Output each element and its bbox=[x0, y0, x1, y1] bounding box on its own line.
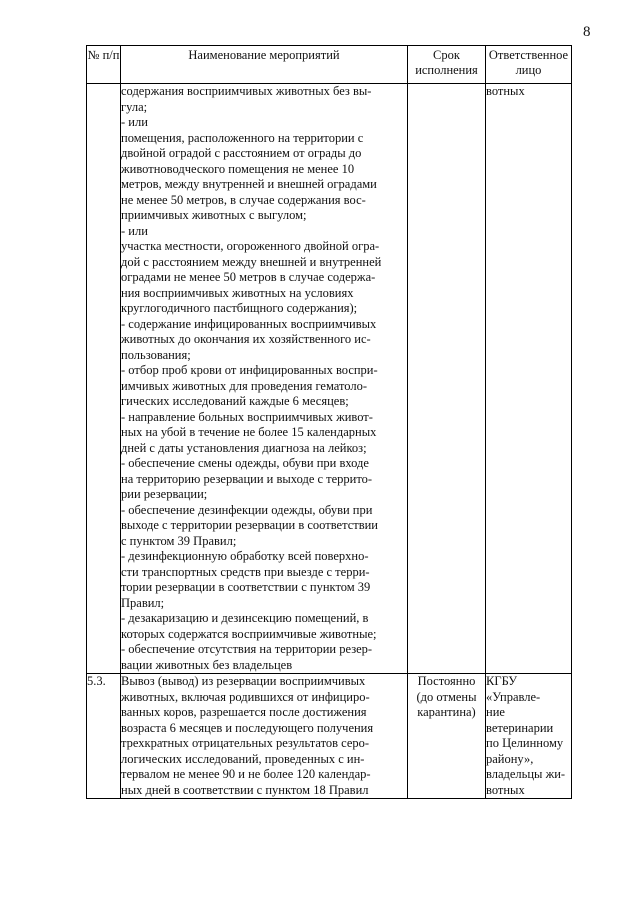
text-line: которых содержатся восприимчивые животные; bbox=[121, 626, 377, 641]
text-line: - дезинфекционную обработку всей поверхно- bbox=[121, 549, 369, 563]
term-line: карантина) bbox=[417, 705, 476, 719]
text-line: Вывоз (вывод) из резервации восприимчивых bbox=[121, 674, 366, 688]
text-line: трехкратных отрицательных результатов серо- bbox=[121, 736, 370, 750]
text-line: вации животных без владельцев bbox=[121, 657, 293, 672]
table-header-row bbox=[87, 46, 572, 84]
text-line: - обеспечение отсутствия на территории резер- bbox=[121, 642, 373, 656]
table-row bbox=[87, 674, 572, 799]
text-line: оградами не менее 50 метров в случае содержа- bbox=[121, 270, 376, 284]
text-line: логических исследований, проведенных с ин- bbox=[121, 751, 365, 766]
text-line: ных дней в соответствии с пунктом 18 Правил bbox=[121, 782, 369, 797]
text-line: животных, включая родившихся от инфициро- bbox=[121, 689, 370, 704]
table-row bbox=[87, 84, 572, 674]
text-line: ных на убой в течение не более 15 календарных bbox=[121, 425, 377, 439]
row-term bbox=[408, 84, 486, 674]
row-responsible: вотных bbox=[486, 84, 572, 674]
text-line: приимчивых животных с выгулом; bbox=[121, 208, 307, 222]
text-line: двойной оградой с расстоянием от ограды до bbox=[121, 146, 362, 160]
text-line: - или bbox=[121, 115, 148, 129]
text-line: содержания восприимчивых животных без вы- bbox=[121, 84, 372, 98]
row-responsible bbox=[486, 674, 572, 799]
text-line: выходе с территории резервации в соответствии bbox=[121, 518, 378, 532]
responsible-line: ние ветеринарии bbox=[486, 705, 554, 735]
text-line: тервалом не менее 90 и не более 120 календар- bbox=[121, 767, 371, 781]
text-line: - направление больных восприимчивых живот- bbox=[121, 409, 373, 424]
responsible-line: по Целинному bbox=[486, 736, 564, 750]
page-number: 8 bbox=[583, 24, 591, 40]
text-line: сти транспортных средств при выезде с терри- bbox=[121, 564, 370, 579]
text-line: - или bbox=[121, 223, 148, 238]
row-term bbox=[408, 674, 486, 799]
text-line: круглогодичного пастбищного содержания); bbox=[121, 301, 358, 315]
text-line: пользования; bbox=[121, 347, 191, 362]
text-line: животных до окончания их хозяйственного ис- bbox=[121, 332, 371, 346]
responsible-line: вотных bbox=[486, 782, 525, 797]
text-line: гических исследований каждые 6 месяцев; bbox=[121, 394, 349, 408]
row-number bbox=[87, 84, 121, 674]
text-line: гула; bbox=[121, 99, 148, 114]
text-line: - дезакаризацию и дезинсекцию помещений, в bbox=[121, 611, 369, 625]
row-description bbox=[121, 674, 408, 799]
row-number: 5.3. bbox=[87, 674, 121, 799]
text-line: - содержание инфицированных восприимчивых bbox=[121, 316, 377, 331]
text-line: участка местности, огороженного двойной огра- bbox=[121, 239, 380, 253]
text-line: ванных коров, разрешается после достижения bbox=[121, 705, 367, 719]
row-description bbox=[121, 84, 408, 674]
text-line: помещения, расположенного на территории с bbox=[121, 130, 364, 145]
text-line: метров, между внутренней и внешней оградами bbox=[121, 177, 377, 191]
text-line: - отбор проб крови от инфицированных воспри- bbox=[121, 363, 378, 377]
header-term: Срок исполнения bbox=[408, 46, 486, 84]
responsible-line: району», bbox=[486, 751, 534, 766]
text-line: на территорию резервации и выходе с террито- bbox=[121, 471, 373, 486]
term-line: Постоянно bbox=[417, 674, 476, 688]
text-line: - обеспечение дезинфекции одежды, обуви при bbox=[121, 502, 373, 517]
responsible-line: владельцы жи- bbox=[486, 767, 566, 781]
text-line: с пунктом 39 Правил; bbox=[121, 533, 237, 548]
term-line: (до отмены bbox=[416, 689, 477, 704]
text-line: Правил; bbox=[121, 595, 165, 610]
text-line: дой с расстоянием между внешней и внутренней bbox=[121, 254, 382, 269]
text-line: тории резервации в соответствии с пунктом 39 bbox=[121, 580, 371, 594]
text-line: животноводческого помещения не менее 10 bbox=[121, 161, 355, 176]
text-line: - обеспечение смены одежды, обуви при входе bbox=[121, 456, 369, 470]
text-line: возраста 6 месяцев и последующего получения bbox=[121, 720, 374, 735]
responsible-line: КГБУ «Управле- bbox=[486, 674, 541, 704]
text-line: не менее 50 метров, в случае содержания вос- bbox=[121, 192, 366, 207]
header-responsible: Ответственное лицо bbox=[486, 46, 572, 84]
text-line: ния восприимчивых животных на условиях bbox=[121, 285, 354, 300]
measures-table bbox=[86, 45, 572, 799]
text-line: дней с даты установления диагноза на лейкоз; bbox=[121, 440, 367, 455]
text-line: имчивых животных для проведения гематоло- bbox=[121, 378, 368, 393]
header-name: Наименование мероприятий bbox=[121, 46, 408, 84]
header-number: № п/п bbox=[87, 46, 121, 84]
text-line: рии резервации; bbox=[121, 487, 208, 501]
